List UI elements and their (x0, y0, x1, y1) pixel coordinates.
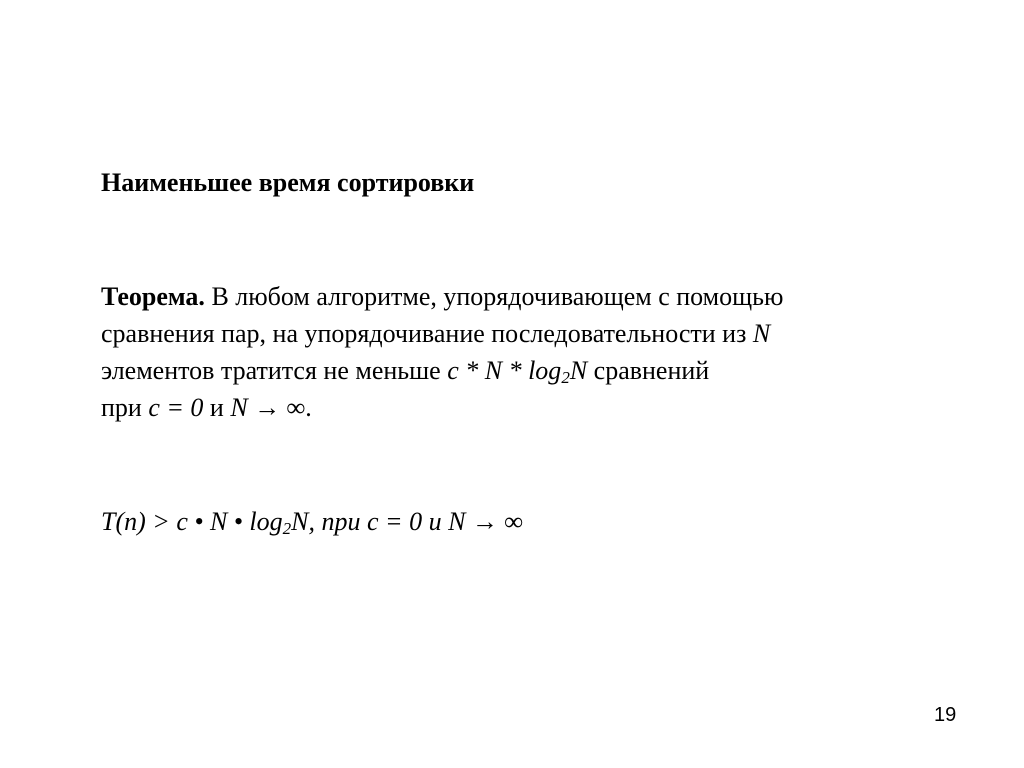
theorem-log-base: 2 (561, 368, 570, 387)
theorem-period: . (305, 393, 312, 422)
page-number: 19 (934, 704, 957, 726)
theorem-conjunction: и (203, 393, 231, 422)
formula-part-1: T(n) > c • N • log (101, 507, 283, 536)
theorem-condition-c: c = 0 (148, 393, 204, 422)
theorem-line-1 (101, 278, 961, 315)
complexity-formula (101, 507, 523, 537)
theorem-line-1-text: В любом алгоритме, упорядочивающем с помощью (204, 282, 784, 311)
theorem-expression: c * N * log (447, 356, 562, 385)
theorem-line-3-tail: сравнений (587, 356, 710, 385)
slide-title: Наименьшее время сортировки (101, 168, 475, 197)
theorem-statement (101, 278, 961, 426)
theorem-line-3-text: элементов тратится не меньше (101, 356, 448, 385)
formula-log-base: 2 (282, 519, 292, 538)
theorem-label: Теорема. (101, 282, 205, 311)
theorem-line-3 (101, 352, 961, 389)
theorem-line-4-text: при (101, 393, 149, 422)
theorem-line-2-text: сравнения пар, на упорядочивание последовательности из (101, 319, 753, 348)
theorem-condition-n: N → ∞ (230, 393, 306, 422)
theorem-var-n: N (752, 319, 771, 348)
theorem-line-2 (101, 315, 961, 352)
theorem-log-arg: N (569, 356, 588, 385)
theorem-line-4 (101, 389, 961, 426)
formula-part-2: N, при c = 0 и N → ∞ (291, 507, 523, 536)
